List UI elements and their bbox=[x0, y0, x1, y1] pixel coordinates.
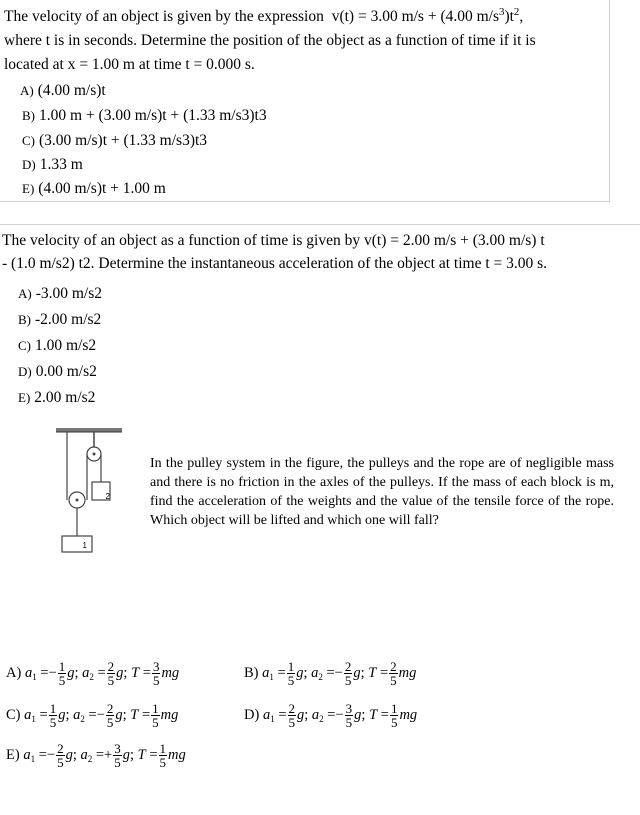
q1-option-b[interactable]: B) 1.00 m + (3.00 m/s)t + (1.33 m/s3)t3 bbox=[22, 107, 267, 124]
pulley-figure bbox=[54, 428, 134, 558]
block-1 bbox=[62, 536, 92, 552]
q1-option-e[interactable]: E) (4.00 m/s)t + 1.00 m bbox=[22, 180, 166, 197]
q1-option-a[interactable]: A) (4.00 m/s)t bbox=[20, 82, 106, 99]
q2-line1: The velocity of an object as a function of time is given by v(t) = 2.00 m/s + (3.00 m/s) t bbox=[2, 232, 545, 249]
q1-expression: v(t) = 3.00 m/s + (4.00 $m/s^3)t^2$, bbox=[331, 6, 524, 25]
q2-option-b[interactable]: B) -2.00 m/s2 bbox=[18, 311, 102, 328]
q2-option-e[interactable]: E) 2.00 m/s2 bbox=[18, 389, 96, 406]
q2-line2: - (1.0 m/s2) t2. Determine the instantaneous acceleration of the object at time t = 3.00 s. bbox=[2, 255, 548, 272]
question-3-stem: In the pulley system in the figure, the pulleys and the rope are of negligible mass and there is no friction in the axles of the pulleys. If the mass of each block is m, find the acceleration of the weights and the value of the tensile force of the rope. Which object will be lifted and which one will fall? bbox=[150, 456, 614, 528]
q3-option-b[interactable]: B) $a_1$ = $\frac{1}{5}$ g; $a_2$ =− $\frac{2}{5}$ g; T = $\frac{2}{5}$ mg bbox=[244, 659, 417, 688]
q3-option-a[interactable]: A) $a_1$ =− $\frac{1}{5}$ g; $a_2$ = $\frac{2}{5}$ g; T = $\frac{3}{5}$ mg bbox=[6, 659, 180, 688]
block-2-label: 2 bbox=[105, 492, 110, 501]
q1-line1: The velocity of an object is given by the expression bbox=[4, 8, 324, 25]
question-1 bbox=[0, 0, 610, 202]
block-1-label: 1 bbox=[82, 541, 87, 550]
q1-option-c[interactable]: C) (3.00 m/s)t + (1.33 m/s3)t3 bbox=[22, 132, 208, 149]
q2-option-d[interactable]: D) 0.00 m/s2 bbox=[18, 363, 97, 380]
question-2 bbox=[0, 224, 640, 415]
q3-option-e[interactable]: E) $a_1$ =− $\frac{2}{5}$ g; $a_2$ =+ $\frac{3}{5}$ g; T = $\frac{1}{5}$ mg bbox=[6, 741, 186, 770]
q2-option-a[interactable]: A) -3.00 m/s2 bbox=[18, 285, 103, 302]
q1-line3: located at x = 1.00 m at time t = 0.000 s. bbox=[4, 56, 255, 73]
q1-line2: where t is in seconds. Determine the position of the object as a function of time if it is bbox=[4, 32, 536, 49]
q3-option-c[interactable]: C) $a_1$ = $\frac{1}{5}$ g; $a_2$ =− $\frac{2}{5}$ g; T = $\frac{1}{5}$ mg bbox=[6, 701, 179, 730]
question-2-stem bbox=[2, 229, 638, 275]
q3-option-d[interactable]: D) $a_1$ = $\frac{2}{5}$ g; $a_2$ =− $\frac{3}{5}$ g; T = $\frac{1}{5}$ mg bbox=[244, 701, 418, 730]
q1-option-d[interactable]: D) 1.33 m bbox=[22, 156, 83, 173]
question-1-stem bbox=[4, 5, 604, 77]
q2-option-c[interactable]: C) 1.00 m/s2 bbox=[18, 337, 97, 354]
ceiling bbox=[56, 428, 122, 432]
